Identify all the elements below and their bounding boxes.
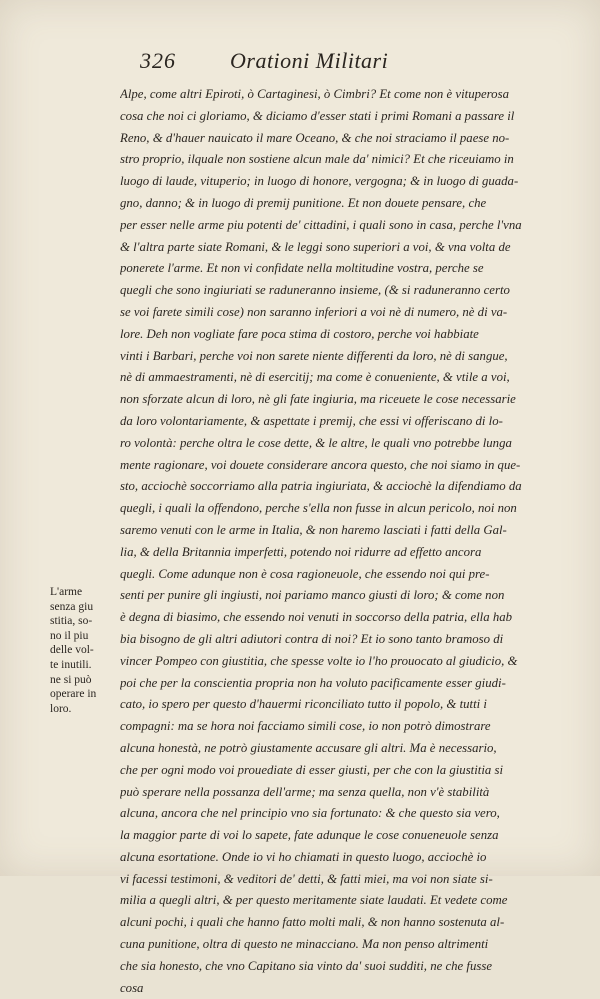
text-line: vincer Pompeo con giustitia, che spesse volte io l'ho prouocato al giudicio, & xyxy=(120,653,518,668)
text-line: vi facessi testimoni, & veditori de' detti, & fatti miei, ma voi non siate si- xyxy=(120,871,493,886)
text-line: & l'altra parte siate Romani, & le leggi sono superiori a voi, & vna volta de xyxy=(120,239,511,254)
text-line: alcuna esortatione. Onde io vi ho chiamati in questo luogo, acciochè io xyxy=(120,849,487,864)
text-line: mente ragionare, voi douete considerare ancora questo, che noi siamo in que- xyxy=(120,457,521,472)
marginal-note-line: operare in xyxy=(50,688,97,701)
text-line: non sforzate alcun di loro, nè gli fate ingiuria, ma riceuete le cose necessarie xyxy=(120,392,516,407)
text-line: luogo di laude, vituperio; in luogo di honore, vergogna; & in luogo di guada- xyxy=(120,174,519,189)
text-line: cuna punitione, oltra di questo ne minacciano. Ma non penso altrimenti xyxy=(120,937,489,952)
marginal-note-line: senza giu xyxy=(50,600,94,613)
text-line: è degna di biasimo, che essendo noi venuti in soccorso della patria, ella hab xyxy=(120,610,513,625)
marginal-note-line: delle vol- xyxy=(50,644,94,657)
text-line: che per ogni modo voi prouediate di esser giusti, per che con la giustitia si xyxy=(120,762,504,777)
text-line: Reno, & d'hauer nauicato il mare Oceano, & che noi straciamo il paese no- xyxy=(120,130,510,145)
text-line: ro volontà: perche oltra le cose dette, & le altre, le quali vno potrebbe lunga xyxy=(120,435,512,450)
text-line: nè di ammaestramenti, nè di esercitij; ma come è conueniente, & vtile a voi, xyxy=(120,370,510,385)
marginal-note xyxy=(50,585,122,716)
text-line: Alpe, come altri Epiroti, ò Cartaginesi, ò Cimbri? Et come non è vituperosa xyxy=(120,87,509,101)
text-line: che sia honesto, che vno Capitano sia vinto da' suoi sudditi, ne che fusse xyxy=(120,958,493,973)
text-line: quegli. Come adunque non è cosa ragioneuole, che essendo noi qui pre- xyxy=(120,566,490,581)
text-line: da loro volontariamente, & aspettate i premij, che essi vi offeriscano di lo- xyxy=(120,413,503,428)
marginal-note-line: te inutili. xyxy=(50,658,92,671)
text-line: saremo venuti con le arme in Italia, & non haremo lasciati i fatti della Gal- xyxy=(120,522,507,537)
marginal-note-line: loro. xyxy=(50,702,72,715)
text-line: quegli che sono ingiuriati se raduneranno insieme, (& si raduneranno certo xyxy=(120,283,510,298)
text-line: la maggior parte di voi lo sapete, fate adunque le cose conueneuole senza xyxy=(120,828,499,843)
marginal-note-line: no il piu xyxy=(50,629,89,642)
text-line: cato, io spero per questo d'hauermi riconciliato tutto il popolo, & tutti i xyxy=(120,697,487,712)
text-line: compagni: ma se hora noi facciamo simili cose, io non potrò dimostrare xyxy=(120,719,491,734)
text-line: stro proprio, ilquale non sostiene alcun male da' nimici? Et che riceuiamo in xyxy=(120,152,514,167)
text-line: gno, danno; & in luogo di premij punitione. Et non douete pensare, che xyxy=(120,195,487,210)
text-line: cosa che noi ci gloriamo, & diciamo d'esser stati i primi Romani a passare il xyxy=(120,108,515,123)
text-line: ponerete l'arme. Et non vi confidate nella moltitudine vostra, perche se xyxy=(120,261,484,276)
text-line: lore. Deh non vogliate fare poca stima di costoro, perche voi habbiate xyxy=(120,326,479,341)
text-line: bia bisogno de gli altri adiutori contra di noi? Et io sono tanto bramoso di xyxy=(120,631,504,646)
text-line: se voi farete simili cose) non saranno inferiori a voi nè di numero, nè di va- xyxy=(120,304,508,319)
marginal-note-line: stitia, so- xyxy=(50,615,93,628)
running-head: Orationi Militari xyxy=(230,48,389,73)
page-number: 326 xyxy=(140,48,176,73)
page-header xyxy=(140,48,440,78)
text-line: poi che per la conscientia propria non ha voluto pacificamente esser giudi- xyxy=(120,675,506,690)
marginal-note-line: ne si può xyxy=(50,673,92,686)
text-line: vinti i Barbari, perche voi non sarete niente differenti da loro, nè di sangue, xyxy=(120,348,508,363)
text-line: quegli, i quali la offendono, perche s'ella non fusse in alcun pericolo, noi non xyxy=(120,501,517,516)
text-line: alcuna, ancora che nel principio vno sia fortunato: & che questo sia vero, xyxy=(120,806,500,821)
text-line: sto, acciochè soccorriamo alla patria ingiuriata, & acciochè la difendiamo da xyxy=(120,479,522,494)
text-line: lia, & della Britannia imperfetti, potendo noi ridurre ad effetto ancora xyxy=(120,544,482,559)
body-text xyxy=(120,84,580,999)
marginal-note-line: L'arme xyxy=(50,586,83,598)
text-line: cosa xyxy=(120,980,144,995)
text-line: può sperare nella possanza dell'arme; ma senza quella, non v'è stabilità xyxy=(120,784,490,799)
text-line: alcuna honestà, ne potrò giustamente accusare gli altri. Ma è necessario, xyxy=(120,740,497,755)
text-line: alcuni pochi, i quali che hanno fatto molti mali, & non hanno sostenuta al- xyxy=(120,915,505,930)
text-line: senti per punire gli ingiusti, noi pariamo manco giusti di loro; & come non xyxy=(120,588,505,603)
text-line: per esser nelle arme piu potenti de' cittadini, i quali sono in casa, perche l'vna xyxy=(120,217,522,232)
text-line: milia a quegli altri, & per questo meritamente siate laudati. Et vedete come xyxy=(120,893,508,908)
